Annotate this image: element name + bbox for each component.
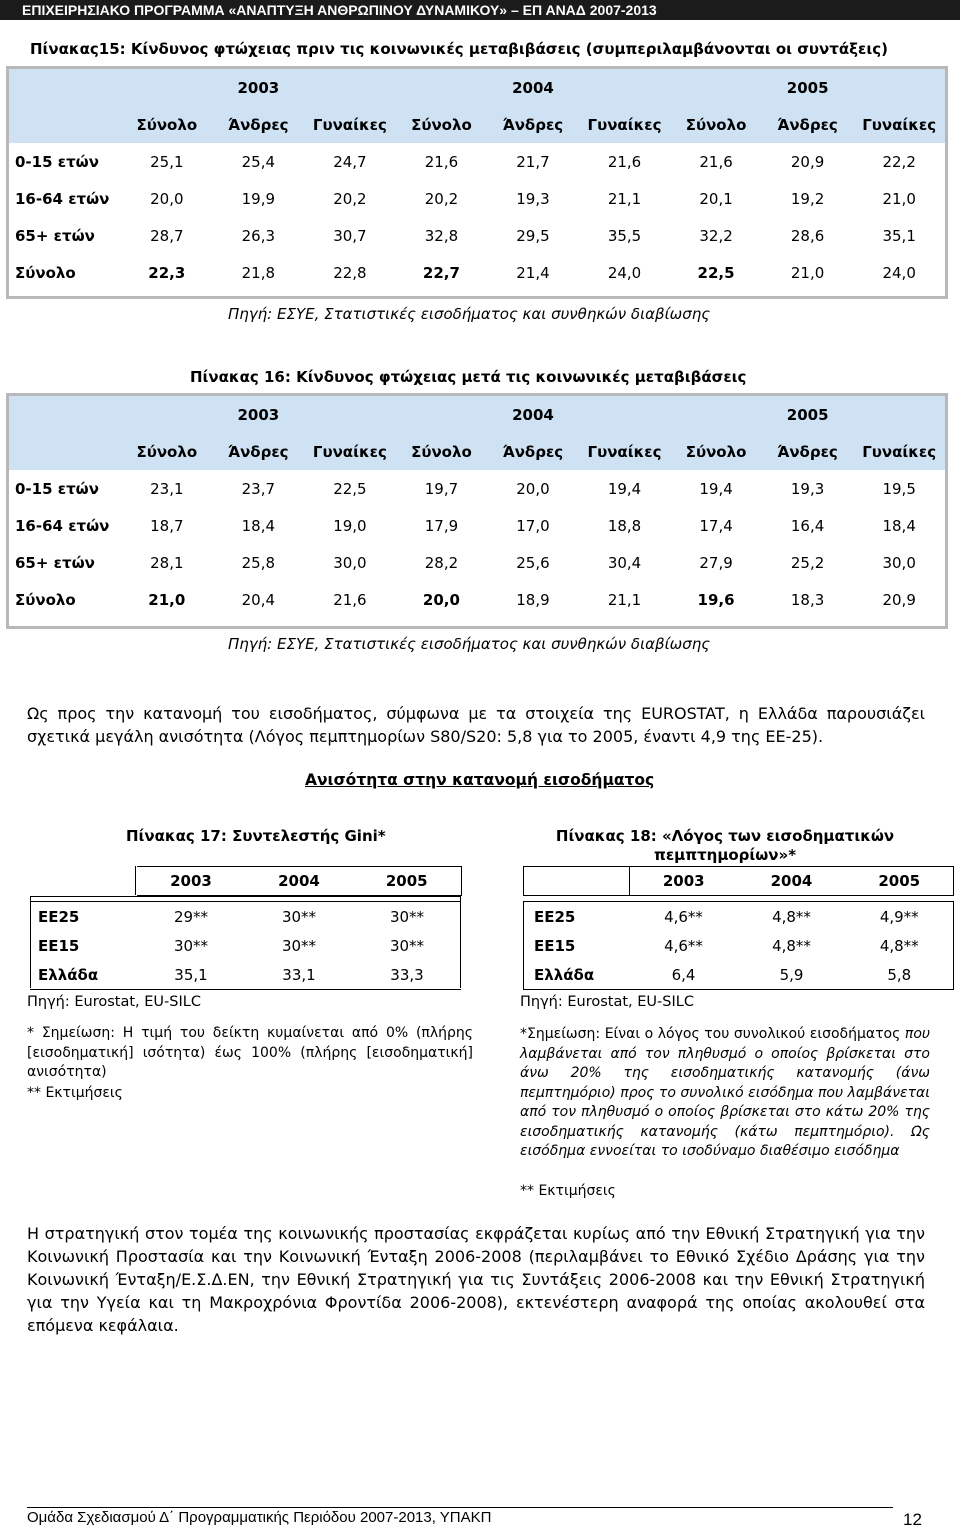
table-cell: 28,7: [150, 226, 184, 245]
table-cell: 20,2: [424, 189, 459, 208]
table-cell: 18,4: [241, 516, 276, 535]
table-cell: 4,6**: [664, 907, 703, 926]
table-cell: 25,6: [516, 553, 550, 572]
table-cell: 30**: [389, 936, 425, 955]
table-cell: 29**: [173, 907, 209, 926]
table-cell: 22,3: [148, 263, 186, 282]
table-cell: 16,4: [790, 516, 825, 535]
table-cell: 22,5: [333, 479, 367, 498]
table-cell: 22,7: [422, 263, 460, 282]
footer-rule: [27, 1507, 893, 1508]
table-cell: 24,0: [607, 263, 642, 282]
table-cell: 21,6: [424, 152, 459, 171]
table-cell: 33,1: [282, 965, 316, 984]
table-cell: 4,8**: [772, 907, 811, 926]
table17-right-border: [460, 896, 461, 988]
row-label: ΕΕ25: [38, 907, 80, 926]
table-cell: 17,9: [424, 516, 459, 535]
table-cell: 19,3: [790, 479, 825, 498]
table17: [30, 866, 462, 990]
table-cell: 33,3: [390, 965, 424, 984]
table-cell: 20,0: [422, 590, 460, 609]
document-header: ΕΠΙΧΕΙΡΗΣΙΑΚΟ ΠΡΟΓΡΑΜΜΑ «ΑΝΑΠΤΥΞΗ ΑΝΘΡΩΠΙΝΟΥ ΔΥΝΑΜΙΚΟΥ» – ΕΠ ΑΝΑΔ 2007-2013: [0, 0, 960, 20]
table18-year: 2005: [846, 867, 954, 896]
table-cell: 21,6: [333, 590, 367, 609]
row-label: ΕΕ15: [38, 936, 80, 955]
table-cell: 19,4: [699, 479, 733, 498]
table-cell: 22,8: [333, 263, 367, 282]
table16-subhead: Σύνολο: [670, 433, 762, 470]
row-label: 0-15 ετών: [15, 479, 99, 498]
table15-subhead: Άνδρες: [762, 106, 854, 143]
table16-caption: Πίνακας 16: Κίνδυνος φτώχειας μετά τις κοινωνικές μεταβιβάσεις: [190, 368, 747, 386]
table-cell: 30**: [281, 907, 317, 926]
table-cell: 21,4: [516, 263, 550, 282]
table-cell: 28,2: [424, 553, 459, 572]
table16-subhead: Σύνολο: [121, 433, 213, 470]
table-cell: 35,1: [882, 226, 916, 245]
table17-caption: Πίνακας 17: Συντελεστής Gini*: [126, 827, 386, 845]
table17-year: 2005: [353, 867, 461, 896]
income-distribution-paragraph: Ως προς την κατανομή του εισοδήματος, σύμφωνα με τα στοιχεία της EUROSTAT, η Ελλάδα παρουσιάζει σχετικά μεγάλη ανισότητα (Λόγος πεμπτημορίων S80/S20: 5,8 για το 2005, έναντι 4,9 της ΕΕ-25).: [27, 704, 925, 746]
table15-subhead: Άνδρες: [487, 106, 579, 143]
table18-source: Πηγή: Eurostat, EU-SILC: [520, 994, 694, 1010]
table17-note-estimates: ** Εκτιμήσεις: [27, 1085, 123, 1101]
table16-source: Πηγή: ΕΣΥΕ, Στατιστικές εισοδήματος και συνθηκών διαβίωσης: [228, 635, 711, 653]
strategy-paragraph: Η στρατηγική στον τομέα της κοινωνικής προστασίας εκφράζεται κυρίως από την Εθνική Στρατηγική για την Κοινωνική Προστασία και την Κοινωνική Ένταξη 2006-2008 (περιλαμβάνει το Εθνικό Σχέδιο Δράσης για την Κοινωνική Ένταξη/Ε.Σ.Δ.ΕΝ, την Εθνική Στρατηγική για τις Συντάξεις 2006-2008 και την Εθνική Στρατηγική για την Υγεία και τη Μακροχρόνια Φροντίδα 2006-2008), εκτενέστερη αναφορά της οποίας ακολουθεί στα επόμενα κεφάλαια.: [27, 1224, 925, 1335]
table16-year: 2003: [121, 396, 396, 433]
table-row: [9, 581, 945, 618]
table-cell: 20,0: [516, 479, 550, 498]
table16-year: 2004: [396, 396, 671, 433]
table-cell: 17,0: [516, 516, 550, 535]
table-cell: 19,7: [424, 479, 459, 498]
table-cell: 24,0: [882, 263, 916, 282]
table-cell: 21,1: [607, 189, 642, 208]
table-cell: 20,1: [699, 189, 733, 208]
table-row: [9, 143, 945, 180]
table-cell: 19,2: [790, 189, 825, 208]
table18-note-estimates: ** Εκτιμήσεις: [520, 1183, 616, 1199]
table17-top-border: [30, 896, 461, 897]
table-cell: 30,4: [607, 553, 642, 572]
table-cell: 21,6: [607, 152, 642, 171]
table15-subhead: Σύνολο: [670, 106, 762, 143]
table-row: [9, 470, 945, 507]
table-cell: 21,8: [241, 263, 276, 282]
table17-year: 2004: [245, 867, 353, 896]
table-cell: 25,1: [150, 152, 184, 171]
table-cell: 27,9: [699, 553, 733, 572]
table15-subhead: Άνδρες: [213, 106, 305, 143]
table15-year: 2003: [121, 69, 396, 106]
table-cell: 19,6: [697, 590, 735, 609]
table-row: [9, 217, 945, 254]
table-cell: 4,6**: [664, 936, 703, 955]
table18-year: 2004: [738, 867, 846, 896]
table-cell: 5,9: [779, 965, 804, 984]
table-cell: 35,5: [607, 226, 642, 245]
table-cell: 25,4: [241, 152, 276, 171]
table-row: [30, 902, 461, 932]
table-cell: 22,2: [882, 152, 916, 171]
table17-left-border: [30, 896, 31, 988]
table-cell: 30**: [281, 936, 317, 955]
table-cell: 30**: [173, 936, 209, 955]
table-cell: 19,5: [882, 479, 916, 498]
table17-note: * Σημείωση: Η τιμή του δείκτη κυμαίνεται από 0% (πλήρης [εισοδηματική] ισότητα) έως 100% (πλήρης [εισοδηματική] ανισότητα): [27, 1025, 473, 1080]
row-label: 65+ ετών: [15, 553, 95, 572]
table-cell: 23,1: [150, 479, 184, 498]
table-cell: 30,7: [333, 226, 367, 245]
table16-subhead: Γυναίκες: [853, 433, 945, 470]
row-label: Ελλάδα: [38, 965, 99, 984]
row-label: 65+ ετών: [15, 226, 95, 245]
table-cell: 21,0: [790, 263, 825, 282]
table-cell: 20,9: [882, 590, 916, 609]
table-cell: 30,0: [882, 553, 916, 572]
table-row: [524, 931, 954, 960]
table-cell: 21,6: [699, 152, 733, 171]
table-row: [9, 544, 945, 581]
table-cell: 29,5: [516, 226, 550, 245]
row-label: Σύνολο: [15, 263, 76, 282]
table15-source: Πηγή: ΕΣΥΕ, Στατιστικές εισοδήματος και συνθηκών διαβίωσης: [228, 305, 711, 323]
table-cell: 20,2: [333, 189, 367, 208]
table17-source: Πηγή: Eurostat, EU-SILC: [27, 994, 201, 1010]
table-cell: 23,7: [241, 479, 276, 498]
table-cell: 17,4: [699, 516, 733, 535]
table-row: [30, 931, 461, 960]
table-cell: 19,3: [516, 189, 550, 208]
table-cell: 25,2: [790, 553, 825, 572]
table-cell: 18,4: [882, 516, 916, 535]
table-cell: 18,9: [516, 590, 550, 609]
table18-note-lead: *Σημείωση: Είναι ο λόγος του συνολικού εισοδήματος: [520, 1026, 901, 1042]
table-cell: 4,8**: [772, 936, 811, 955]
table15-year: 2005: [670, 69, 945, 106]
table17-year: 2003: [137, 867, 245, 896]
table-cell: 19,9: [241, 189, 276, 208]
table16-subhead: Γυναίκες: [304, 433, 396, 470]
table-cell: 30**: [389, 907, 425, 926]
row-label: ΕΕ15: [524, 931, 630, 960]
table-cell: 18,3: [790, 590, 825, 609]
table-cell: 28,1: [150, 553, 184, 572]
table-cell: 18,8: [607, 516, 642, 535]
table-row: [30, 960, 461, 990]
table-cell: 19,4: [607, 479, 642, 498]
table-cell: 21,0: [148, 590, 186, 609]
table-cell: 32,2: [699, 226, 733, 245]
table-cell: 21,0: [882, 189, 916, 208]
row-label: ΕΕ25: [524, 902, 630, 932]
table15-subhead: Γυναίκες: [304, 106, 396, 143]
table18-note-body: που λαμβάνεται από τον πληθυσμό ο οποίος βρίσκεται στο άνω 20% της εισοδηματικής κατανομής (άνω πεμπτημόριο) προς το συνολικό εισόδημα που λαμβάνεται από τον πληθυσμό ο οποίος βρίσκεται στο κάτω 20% της εισοδηματικής κατανομής (κάτω πεμπτημόριο). Ως εισόδημα εννοείται το ισοδύναμο διαθέσιμο εισόδημα: [520, 1026, 931, 1159]
row-label: 16-64 ετών: [15, 516, 110, 535]
table15-year: 2004: [396, 69, 671, 106]
table-cell: 25,8: [241, 553, 276, 572]
table-row: [9, 254, 945, 291]
table16-subhead: Γυναίκες: [579, 433, 671, 470]
table-cell: 32,8: [424, 226, 459, 245]
table-cell: 28,6: [790, 226, 825, 245]
table-row: [524, 902, 954, 932]
table16-subhead: Σύνολο: [396, 433, 488, 470]
table18: [523, 866, 954, 990]
table-cell: 30,0: [333, 553, 367, 572]
table-cell: 21,1: [607, 590, 642, 609]
table15-subhead: Γυναίκες: [853, 106, 945, 143]
table16-subhead: Άνδρες: [762, 433, 854, 470]
section-title: Ανισότητα στην κατανομή εισοδήματος: [305, 771, 655, 789]
table-cell: 5,8: [846, 960, 954, 990]
row-label: 16-64 ετών: [15, 189, 110, 208]
table-cell: 35,1: [174, 965, 208, 984]
table16: [9, 396, 945, 618]
table-row: [524, 960, 954, 990]
table-cell: 18,7: [150, 516, 184, 535]
row-label: Σύνολο: [15, 590, 76, 609]
table17-header-left-border: [135, 866, 136, 895]
table18-note: [520, 1025, 930, 1162]
footer-text: Ομάδα Σχεδιασμού Δ΄ Προγραμματικής Περιόδου 2007-2013, ΥΠΑΚΠ: [27, 1509, 492, 1526]
table-cell: 20,9: [790, 152, 825, 171]
table-cell: 22,5: [697, 263, 735, 282]
table-cell: 6,4: [671, 965, 696, 984]
table-cell: 4,8**: [846, 931, 954, 960]
table18-year: 2003: [630, 867, 738, 896]
table16-subhead: Άνδρες: [213, 433, 305, 470]
table16-year: 2005: [670, 396, 945, 433]
table-cell: 26,3: [241, 226, 276, 245]
table15-subhead: Γυναίκες: [579, 106, 671, 143]
table-cell: 20,4: [241, 590, 276, 609]
table15-caption: Πίνακας15: Κίνδυνος φτώχειας πριν τις κοινωνικές μεταβιβάσεις (συμπεριλαμβάνονται οι συντάξεις): [30, 40, 888, 58]
table-cell: 24,7: [333, 152, 367, 171]
page-number: 12: [903, 1510, 922, 1529]
table15-subhead: Σύνολο: [121, 106, 213, 143]
row-label: Ελλάδα: [524, 960, 630, 990]
table-cell: 21,7: [516, 152, 550, 171]
table-cell: 20,0: [150, 189, 184, 208]
table-row: [9, 180, 945, 217]
table16-subhead: Άνδρες: [487, 433, 579, 470]
table15: [9, 69, 945, 291]
row-label: 0-15 ετών: [15, 152, 99, 171]
table-row: [9, 507, 945, 544]
table-cell: 19,0: [333, 516, 367, 535]
table18-caption: Πίνακας 18: «Λόγος των εισοδηματικών πεμπτημορίων»*: [555, 827, 895, 864]
table-cell: 4,9**: [846, 902, 954, 932]
table15-subhead: Σύνολο: [396, 106, 488, 143]
